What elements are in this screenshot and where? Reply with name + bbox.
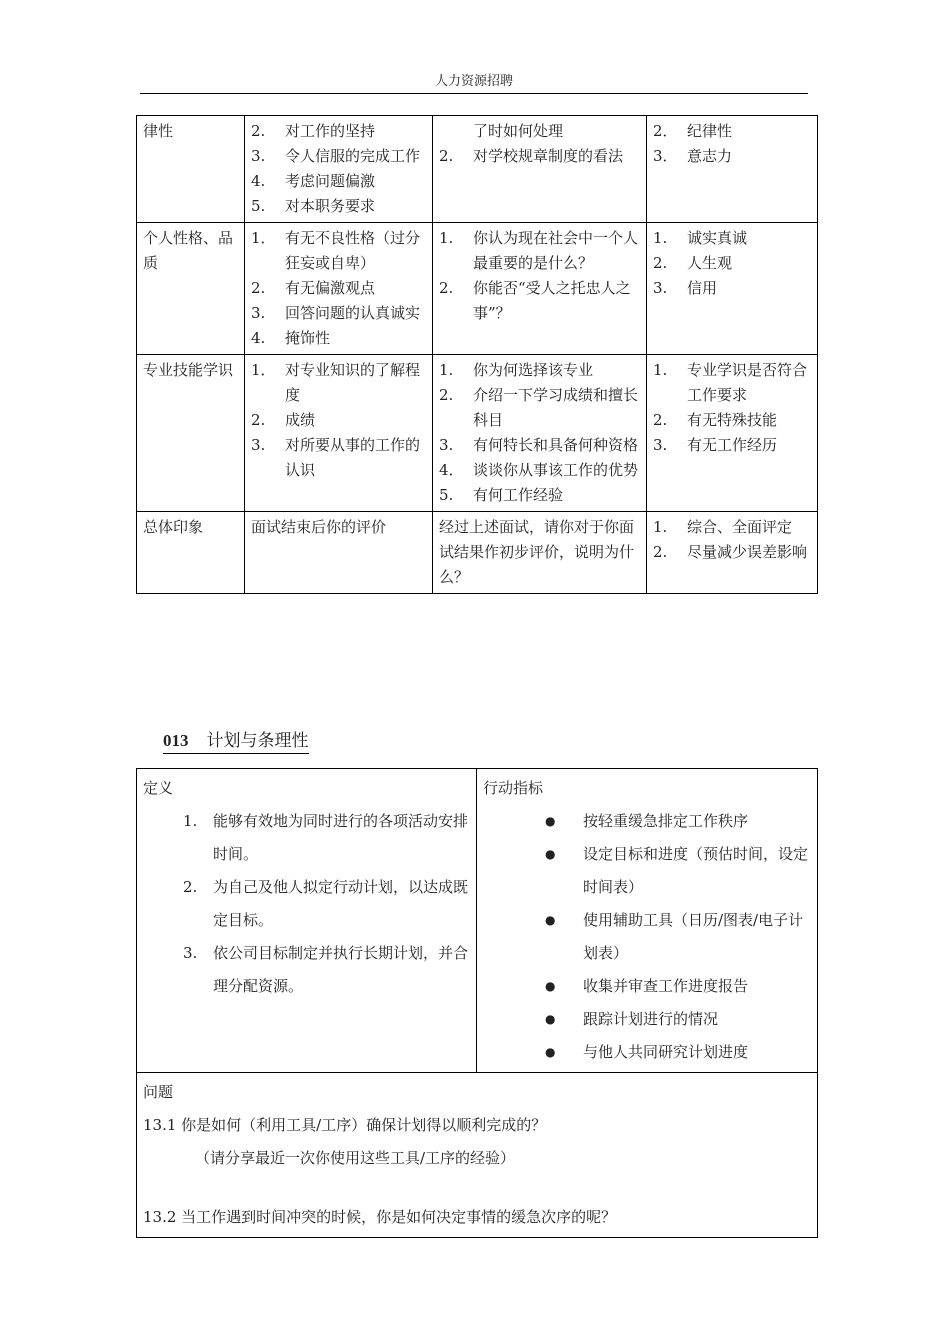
- item-number: 2.: [251, 279, 266, 297]
- item-text: 掩饰性: [285, 329, 331, 347]
- list-item: [439, 144, 640, 169]
- definition-list: [143, 805, 470, 1003]
- definition-item: [183, 871, 470, 937]
- item-number: 3.: [653, 279, 668, 297]
- item-text: 专业学识是否符合工作要求: [687, 361, 808, 404]
- list-item: [251, 326, 426, 351]
- item-text: 意志力: [687, 147, 733, 165]
- item-text: 对所要从事的工作的认识: [285, 436, 421, 479]
- bullet-icon: ●: [545, 847, 556, 861]
- list-item: [251, 301, 426, 326]
- list-item: [653, 408, 811, 433]
- item-number: 3．: [653, 147, 678, 165]
- definition-item: [183, 937, 470, 1003]
- table-row: [137, 512, 818, 594]
- item-number: 2．: [653, 122, 678, 140]
- indicator-item: [545, 838, 811, 904]
- item-number: 3.: [653, 436, 668, 454]
- list-item: [653, 515, 811, 540]
- item-text: 有无工作经历: [687, 436, 778, 454]
- evaluate-list: [653, 515, 811, 565]
- list-item: [439, 433, 640, 458]
- item-number: 2.: [653, 254, 668, 272]
- indicator-label: 行动指标: [483, 779, 544, 797]
- page-header: 人力资源招聘: [140, 70, 808, 94]
- list-item: [251, 119, 426, 144]
- definition-number: 1.: [183, 812, 198, 830]
- list-item: [251, 433, 426, 483]
- question-13-1: 13.1 你是如何（利用工具/工序）确保计划得以顺利完成的？: [143, 1116, 547, 1134]
- item-number: 2.: [653, 411, 668, 429]
- item-number: 1．: [251, 361, 276, 379]
- table-row: [137, 116, 818, 223]
- indicator-item: [545, 904, 811, 970]
- question-13-1-note: （请分享最近一次你使用这些工具/工序的经验）: [195, 1149, 516, 1167]
- item-text: 有何特长和具备何种资格: [473, 436, 639, 454]
- list-item: [251, 226, 426, 276]
- item-number: 1.: [439, 229, 454, 247]
- definition-text: 能够有效地为同时进行的各项活动安排时间。: [213, 812, 469, 863]
- list-item: [439, 226, 640, 276]
- item-text: 人生观: [687, 254, 733, 272]
- observe-cell: [245, 116, 433, 223]
- topic-cell: 总体印象: [137, 512, 245, 594]
- evaluate-cell: [647, 512, 818, 594]
- list-item: [251, 169, 426, 194]
- questions-cell: 经过上述面试，请你对于你面试结果作初步评价，说明为什么？: [433, 512, 647, 594]
- questions-cell: [433, 116, 647, 223]
- item-text: 尽量减少误差影响: [687, 543, 808, 561]
- item-number: 4.: [251, 172, 266, 190]
- item-number: 3.: [439, 436, 454, 454]
- list-item: [251, 358, 426, 408]
- list-item: [653, 540, 811, 565]
- indicator-item: [545, 805, 811, 838]
- item-number: 3.: [251, 436, 266, 454]
- item-number: 5.: [251, 197, 266, 215]
- observe-cell: 面试结束后你的评价: [245, 512, 433, 594]
- item-text: 综合、全面评定: [687, 518, 793, 536]
- item-text: 对本职务要求: [285, 197, 376, 215]
- item-text: 有无特殊技能: [687, 411, 778, 429]
- list-item: [251, 194, 426, 219]
- definition-cell: [137, 769, 477, 1073]
- item-text: 对学校规章制度的看法: [473, 147, 624, 165]
- list-item: [439, 383, 640, 433]
- item-number: 2.: [439, 386, 454, 404]
- topic-cell: 专业技能学识: [137, 355, 245, 512]
- list-item: [439, 483, 640, 508]
- list-item: [439, 458, 640, 483]
- evaluate-list: [653, 358, 811, 458]
- definition-text: 依公司目标制定并执行长期计划，并合理分配资源。: [213, 944, 469, 995]
- list-item: [439, 358, 640, 383]
- item-text: 纪律性: [687, 122, 733, 140]
- definition-item: [183, 805, 470, 871]
- section-name: 计划与条理性: [206, 731, 309, 751]
- list-item: [653, 433, 811, 458]
- questions-cell: [433, 355, 647, 512]
- list-item: [251, 408, 426, 433]
- item-text: 令人信服的完成工作: [285, 147, 421, 165]
- item-text: 对工作的坚持: [285, 122, 376, 140]
- evaluate-cell: [647, 355, 818, 512]
- observe-list: [251, 358, 426, 483]
- indicator-text: 设定目标和进度（预估时间，设定时间表）: [583, 845, 809, 896]
- list-item: [439, 276, 640, 326]
- indicator-text: 按轻重缓急排定工作秩序: [583, 812, 749, 830]
- definition-number: 2.: [183, 878, 198, 896]
- item-number: 1.: [653, 361, 668, 379]
- observe-list: [251, 119, 426, 219]
- item-number: 4．: [439, 461, 464, 479]
- indicator-text: 与他人共同研究计划进度: [583, 1043, 749, 1061]
- question-13-2: 13.2 当工作遇到时间冲突的时候，你是如何决定事情的缓急次序的呢？: [143, 1208, 617, 1226]
- observe-cell: [245, 355, 433, 512]
- list-item: [653, 358, 811, 408]
- observe-cell: [245, 223, 433, 355]
- list-item: [653, 226, 811, 251]
- indicator-item: [545, 970, 811, 1003]
- item-number: 2.: [251, 122, 266, 140]
- section-title: [163, 730, 309, 754]
- question-continuation: 了时如何处理: [473, 122, 564, 140]
- list-item: [653, 251, 811, 276]
- indicator-text: 使用辅助工具（日历/图表/电子计划表）: [583, 911, 804, 962]
- item-number: 4.: [251, 329, 266, 347]
- item-text: 回答问题的认真诚实: [285, 304, 421, 322]
- list-item: [653, 119, 811, 144]
- indicator-cell: [477, 769, 818, 1073]
- item-text: 有何工作经验: [473, 486, 564, 504]
- questions-cell: [433, 223, 647, 355]
- item-number: 2.: [439, 147, 454, 165]
- item-number: 2.: [439, 279, 454, 297]
- item-text: 你认为现在社会中一个人最重要的是什么？: [473, 229, 639, 272]
- item-text: 你能否“受人之托忠人之事”？: [473, 279, 631, 322]
- topic-cell: 律性: [137, 116, 245, 223]
- item-text: 诚实真诚: [687, 229, 748, 247]
- definition-label: 定义: [143, 779, 174, 797]
- indicator-text: 跟踪计划进行的情况: [583, 1010, 719, 1028]
- question-list: [439, 226, 640, 326]
- item-number: 2.: [251, 411, 266, 429]
- evaluate-list: [653, 226, 811, 301]
- item-number: 1.: [653, 518, 668, 536]
- item-text: 考虑问题偏激: [285, 172, 376, 190]
- item-number: 3.: [251, 147, 266, 165]
- list-item: [653, 276, 811, 301]
- item-number: 1.: [653, 229, 668, 247]
- indicator-list: [483, 805, 811, 1069]
- indicator-item: [545, 1003, 811, 1036]
- topic-cell: 个人性格、品质: [137, 223, 245, 355]
- table-row: [137, 223, 818, 355]
- item-number: 1．: [251, 229, 276, 247]
- table-row: [137, 355, 818, 512]
- questions-cell: [137, 1073, 818, 1238]
- question-list: [439, 144, 640, 169]
- question-list: [439, 358, 640, 508]
- item-text: 成绩: [285, 411, 316, 429]
- bullet-icon: ●: [545, 1012, 556, 1026]
- item-text: 你为何选择该专业: [473, 361, 594, 379]
- item-text: 介绍一下学习成绩和擅长科目: [473, 386, 639, 429]
- list-item: [653, 144, 811, 169]
- item-text: 谈谈你从事该工作的优势: [473, 461, 639, 479]
- list-item: [251, 144, 426, 169]
- bullet-icon: ●: [545, 1045, 556, 1059]
- bullet-icon: ●: [545, 913, 556, 927]
- list-item: [251, 276, 426, 301]
- item-number: 1.: [439, 361, 454, 379]
- bullet-icon: ●: [545, 979, 556, 993]
- item-number: 5.: [439, 486, 454, 504]
- item-text: 有无不良性格（过分狂妄或自卑）: [285, 229, 421, 272]
- definition-text: 为自己及他人拟定行动计划，以达成既定目标。: [213, 878, 469, 929]
- item-number: 3.: [251, 304, 266, 322]
- item-text: 有无偏激观点: [285, 279, 376, 297]
- item-text: 对专业知识的了解程度: [285, 361, 421, 404]
- section-number: 013: [163, 731, 189, 750]
- item-number: 2.: [653, 543, 668, 561]
- observe-list: [251, 226, 426, 351]
- bullet-icon: ●: [545, 814, 556, 828]
- evaluate-cell: [647, 223, 818, 355]
- item-text: 信用: [687, 279, 718, 297]
- questions-label: 问题: [143, 1083, 174, 1101]
- indicator-item: [545, 1036, 811, 1069]
- indicator-text: 收集并审查工作进度报告: [583, 977, 749, 995]
- evaluate-cell: [647, 116, 818, 223]
- definition-number: 3.: [183, 944, 198, 962]
- evaluate-list: [653, 119, 811, 169]
- interview-criteria-table: [136, 115, 818, 594]
- competency-table: [136, 768, 818, 1238]
